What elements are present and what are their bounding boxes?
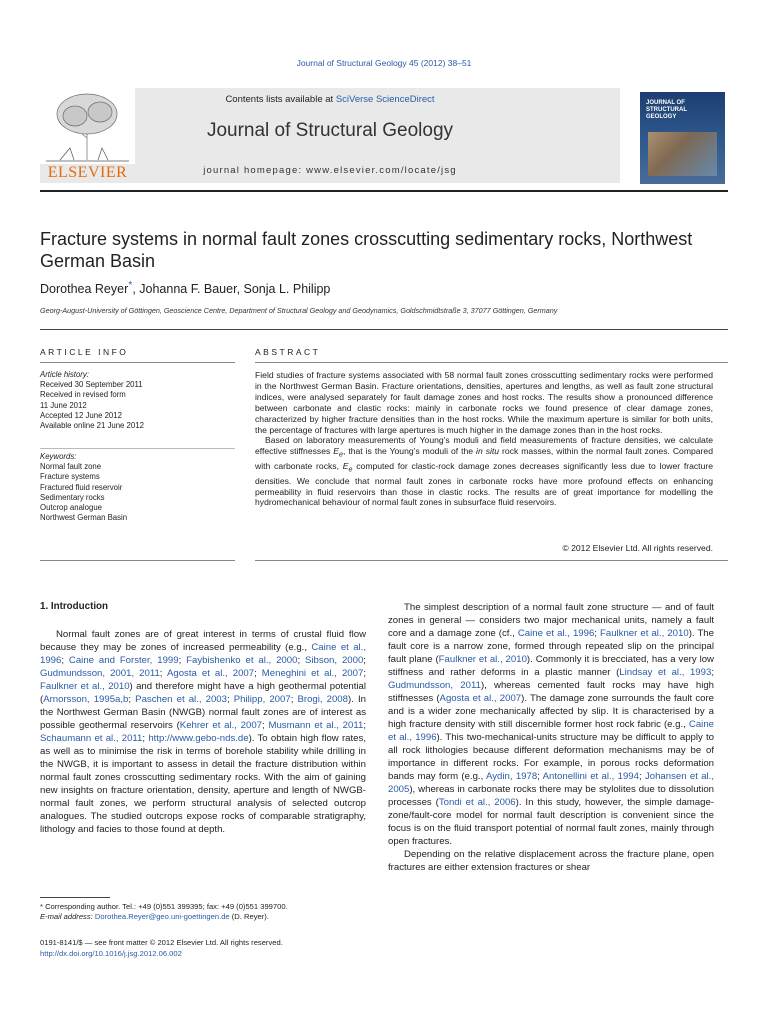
article-info-bottom-divider [40, 560, 235, 561]
article-title: Fracture systems in normal fault zones crosscutting sedimentary rocks, Northwest German Basin [40, 229, 693, 271]
abstract-divider [255, 362, 728, 363]
symbol-e: E [342, 460, 349, 471]
cover-photo [648, 132, 717, 176]
contents-prefix: Contents lists available at [225, 94, 336, 105]
body-text-run: ). In this study, however, the simple damage-zone/fault-core model for normal fault description is convenient since the focus is on the fluid transport potential of normal fault zones, mainly through open fractures. [388, 797, 714, 847]
citation-link[interactable]: Faulkner et al., 2010 [438, 654, 527, 665]
citation-link[interactable]: Agosta et al., 2007 [439, 693, 522, 704]
sciencedirect-link[interactable]: SciVerse ScienceDirect [335, 94, 435, 105]
keyword: Outcrop analogue [40, 503, 102, 513]
body-text-run: ; [363, 668, 366, 679]
elsevier-tree-icon [40, 88, 135, 164]
email-label: E-mail address: [40, 912, 95, 922]
body-text-run: ; [363, 720, 366, 731]
body-text-run: ; [537, 771, 543, 782]
abstract-heading: ABSTRACT [255, 347, 321, 357]
body-text-run: ; [159, 668, 167, 679]
citation-link[interactable]: Gudmundsson, 2011 [388, 680, 481, 691]
abstract-paragraph [255, 435, 713, 508]
body-text-run: ). This two-mechanical-units structure may be difficult to apply to all rock lithologies because different deformation mechanisms may be of importance in different rocks. For example, in porous rocks deformation bands may form (e.g., [388, 732, 714, 782]
citation-link[interactable]: Brogi, 2008 [297, 694, 348, 705]
history-label: Article history: [40, 370, 89, 379]
citation-link[interactable]: Philipp, 2007 [233, 694, 291, 705]
corresponding-author-mark[interactable]: * [128, 280, 133, 291]
citation-link[interactable]: Caine et al., 1996 [517, 628, 595, 639]
citation-link[interactable]: Sibson, 2000 [305, 655, 364, 666]
body-text-run: ; [128, 694, 136, 705]
history-entry: Available online 21 June 2012 [40, 421, 144, 431]
citation-link[interactable]: Antonellini et al., 1994 [542, 771, 639, 782]
symbol-e: E [333, 446, 339, 457]
citation-link[interactable]: Kehrer et al., 2007 [179, 720, 263, 731]
article-info-divider [40, 362, 235, 363]
doi-link[interactable]: http://dx.doi.org/10.1016/j.jsg.2012.06.002 [40, 948, 182, 958]
abstract-text-run: , that is the Young’s moduli of the [342, 446, 477, 457]
author-name: Dorothea Reyer [40, 282, 129, 297]
body-paragraph: Depending on the relative displacement across the fracture plane, open fractures are either extension fractures or shear [388, 849, 714, 873]
section-heading-introduction: 1. Introduction [40, 601, 109, 612]
history-entry: Received 30 September 2011 [40, 380, 143, 390]
abstract-bottom-divider [255, 560, 728, 561]
history-entry: Accepted 12 June 2012 [40, 410, 122, 420]
journal-title: Journal of Structural Geology [206, 120, 454, 141]
abstract-text-run: rock masses, within the normal fault zones. Compared with carbonate rocks, [255, 446, 713, 471]
elsevier-logo [40, 88, 135, 183]
body-text-run: The simplest description of a normal fault zone structure — and of fault zones in general — considers two major mechanical units, namely a fault core and a damage zone (cf., [388, 602, 714, 639]
citation-link[interactable]: Arnorsson, 1995a,b [43, 694, 129, 705]
body-text-run: ; [262, 720, 269, 731]
history-entry: 11 June 2012 [40, 400, 87, 410]
keyword: Fracture systems [40, 472, 100, 482]
body-text-run: ; [142, 733, 149, 744]
corresponding-author-footnote [40, 902, 370, 922]
citation-link[interactable]: Faybishenko et al., 2000 [186, 655, 298, 666]
citation-link[interactable]: Agosta et al., 2007 [166, 668, 255, 679]
body-text-run: ). Commonly it is brecciated, has a very low stiffness and rather deforms in a plastic manner ( [388, 654, 714, 678]
symbol-e-sub: e [338, 451, 343, 460]
author-name: Johanna F. Bauer [139, 282, 237, 297]
keywords-divider [40, 448, 235, 449]
body-text-run: ; [363, 655, 366, 666]
citation-link[interactable]: Musmann et al., 2011 [268, 720, 364, 731]
body-text-run: ). In the Northwest German Basin (NWGB) normal fault zones are of interest as possible geothermal reservoirs ( [40, 694, 366, 731]
author-name: Sonja L. Philipp [243, 282, 331, 297]
affiliation: Georg-August-University of Göttingen, Geoscience Centre, Department of Structural Geology and Geodynamics, Goldschmidtstraße 3, 37077 Göttingen, Germany [40, 306, 558, 315]
citation-link[interactable]: Lindsay et al., 1993 [619, 667, 712, 678]
body-text-run: ; [290, 694, 298, 705]
body-text-run: ; [254, 668, 262, 679]
author-list: Dorothea Reyer*, Johanna F. Bauer, Sonja L. Philipp [40, 280, 331, 297]
article-history [40, 370, 235, 431]
abstract-text-run: Based on laboratory measurements of Young’s moduli and field measurements of fracture densities, we calculate effective stiffnesses [255, 435, 713, 457]
citation-link[interactable]: Faulkner et al., 2010 [600, 628, 689, 639]
body-text-run: ; [178, 655, 187, 666]
body-text-run: Normal fault zones are of great interest in terms of crustal fluid flow because they may be zones of increased permeability (e.g., [40, 629, 366, 653]
cover-title [646, 100, 720, 121]
citation-link[interactable]: Tondi et al., 2006 [438, 797, 516, 808]
body-text-run: ), whereas in carbonate rocks there may be stylolites due to dissolution processes ( [388, 784, 714, 808]
body-text-run: ; [61, 655, 69, 666]
body-paragraph [40, 628, 366, 836]
body-text-run: ; [638, 771, 645, 782]
journal-citation[interactable]: Journal of Structural Geology 45 (2012) 38–51 [296, 58, 472, 68]
abstract-text-run: computed for clastic-rock damage zones decreases significantly less due to lower fracture densities. We conclude that normal fault zones in carbonate rocks have more profound effects on enhancing permeability in fluid reservoirs than those in clastic rocks. The results are of great importance for modelling the hydromechanical behaviour of normal fault zones in subsurface fluid reservoirs. [255, 460, 713, 508]
footnote-contact: * Corresponding author. Tel.: +49 (0)551 399395; fax: +49 (0)551 399700. [40, 902, 288, 911]
abstract-body [255, 370, 713, 508]
email-suffix: (D. Reyer). [229, 912, 269, 922]
body-text-run: ), whereas cemented fault rocks may have high stiffnesses ( [388, 680, 714, 704]
body-column-left [40, 628, 366, 836]
cover-line: STRUCTURAL [646, 107, 687, 113]
elsevier-wordmark: ELSEVIER [47, 164, 128, 181]
issn-line: 0191-8141/$ — see front matter © 2012 Elsevier Ltd. All rights reserved. [40, 938, 283, 947]
citation-link[interactable]: Faulkner et al., 2010 [40, 681, 130, 692]
body-text-run: ; [711, 667, 714, 678]
symbol-e-sub: e [348, 465, 353, 474]
footnote-email-line [40, 912, 370, 922]
citation-link[interactable]: Aydin, 1978 [486, 771, 538, 782]
journal-homepage[interactable]: journal homepage: www.elsevier.com/locate/jsg [203, 165, 457, 176]
body-text-run: ). The fault core is a narrow zone, formed through repeated slip on the principal fault plane ( [388, 628, 714, 665]
article-info-heading: ARTICLE INFO [40, 347, 129, 357]
citation-link[interactable]: Gudmundsson, 2001, 2011 [40, 668, 160, 679]
citation-link[interactable]: Caine et al., 1996 [40, 642, 366, 666]
history-entry: Received in revised form [40, 390, 126, 400]
body-text-run: ; [226, 694, 234, 705]
cover-line: GEOLOGY [646, 114, 677, 120]
citation-link[interactable]: Schaumann et al., 2011 [40, 733, 143, 744]
body-column-right [388, 601, 714, 874]
affiliation-divider [40, 329, 728, 330]
citation-link[interactable]: http://www.gebo-nds.de [148, 733, 249, 744]
keyword: Northwest German Basin [40, 513, 128, 523]
citation-link[interactable]: Paschen et al., 2003 [135, 694, 227, 705]
citation-link[interactable]: Caine and Forster, 1999 [68, 655, 179, 666]
keywords-label: Keywords: [40, 452, 77, 461]
body-text-run: ) and therefore might have a high geothermal potential ( [40, 681, 366, 705]
keywords [40, 452, 235, 523]
body-paragraph [388, 601, 714, 848]
abstract-text-run: in situ [476, 446, 500, 457]
email-link[interactable]: Dorothea.Reyer@geo.uni-goettingen.de [94, 912, 230, 922]
issn-block [40, 938, 370, 959]
abstract-paragraph: Field studies of fracture systems associated with 58 normal fault zones crosscutting sedimentary rocks were performed in the Northwest German Basin. Fracture orientations, densities, apertures and lengths, as well as fault zone structural indices, were analysed separately for fault damage zones and host rocks. The results show a pronounced difference between carbonate and clastic rocks: mainly in carbonate rocks we found presence of clear damage zones, characterized by higher fracture densities than in the host rocks. While the maximum aperture is similar for both units, the percentage of fractures with large apertures is much higher in the damage zones than in the host rocks. [255, 370, 713, 435]
citation-link[interactable]: Meneghini et al., 2007 [261, 668, 364, 679]
copyright: © 2012 Elsevier Ltd. All rights reserved. [562, 543, 713, 553]
citation-link[interactable]: Caine et al., 1996 [388, 719, 714, 743]
journal-cover-image[interactable] [640, 92, 725, 184]
body-text-run: ; [297, 655, 306, 666]
body-text-run: ). To obtain high flow rates, as well as to minimise the risk in terms of borehole stability while drilling in the NWGB, it is important to assess in detail the fracture distribution within normal fault zones crosscutting sedimentary rocks. With the aim of gaining new insights on fracture orientation, density, aperture and length of NWGB-normal fault zones, we perform structural analysis of selected outcrop analogues. The studied outcrops expose rocks of comparable stratigraphy, lithology and facies to those found at depth. [40, 733, 366, 835]
keyword: Normal fault zone [40, 462, 102, 472]
cover-line: JOURNAL OF [646, 100, 685, 106]
contents-line [150, 94, 510, 105]
footnote-divider [40, 897, 110, 898]
keyword: Sedimentary rocks [40, 492, 105, 502]
body-text-run: ; [594, 628, 601, 639]
header-divider [40, 190, 728, 192]
citation-link[interactable]: Johansen et al., 2005 [388, 771, 714, 795]
keyword: Fractured fluid reservoir [40, 482, 123, 492]
body-text-run: ). The damage zone surrounds the fault core and is a wider zone mechanically affected by slip. It is characterised by a high fracture density with still discernible former host rock fabric (e.g., [388, 693, 714, 730]
